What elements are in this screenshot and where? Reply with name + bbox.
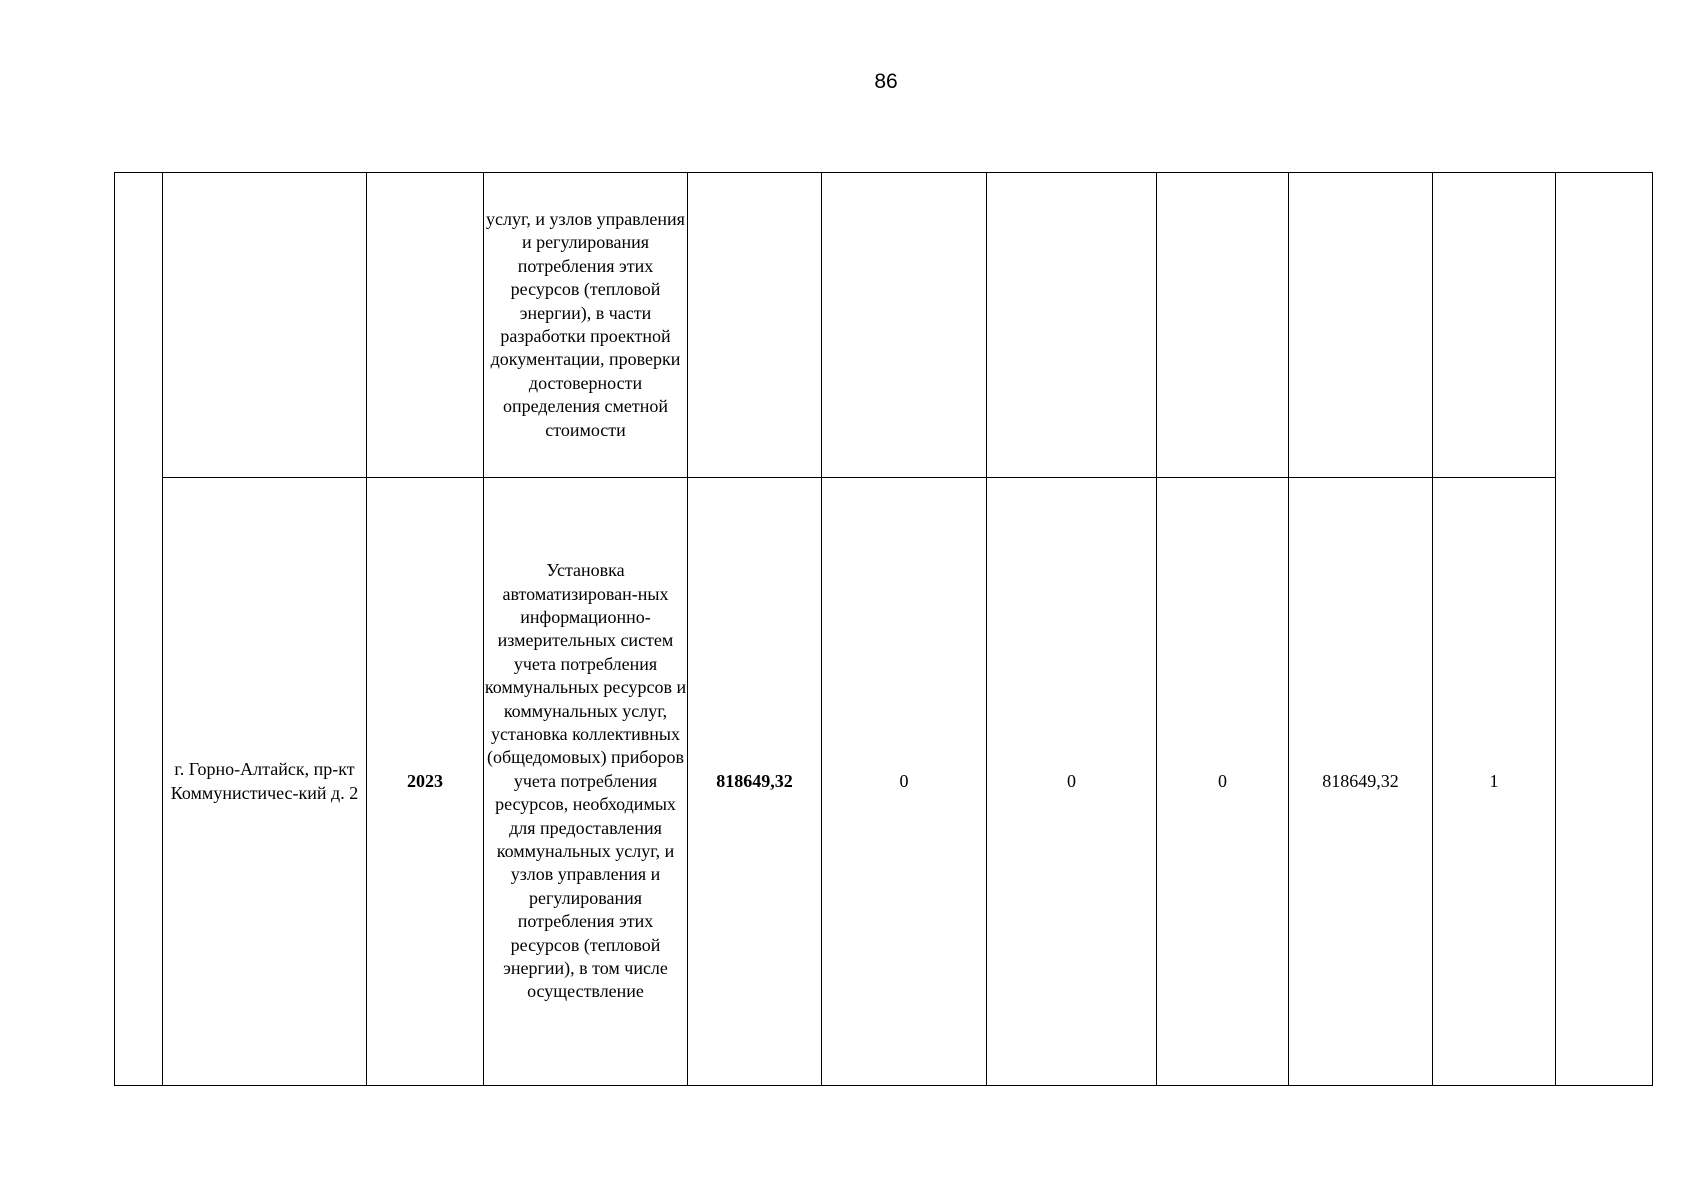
value-cell [987, 173, 1157, 478]
count-cell [1433, 173, 1556, 478]
index-cell [115, 173, 163, 1086]
value-cell: 0 [822, 478, 987, 1086]
table-row [115, 478, 1653, 1086]
value-cell [1289, 173, 1433, 478]
address-cell [163, 173, 367, 478]
data-table [114, 172, 1653, 1086]
total-cost-cell: 818649,32 [688, 478, 822, 1086]
description-cell: услуг, и узлов управления и регулирования потребления этих ресурсов (тепловой энергии), в части разработки проектной документации, проверки достоверности определения сметной стоимости [484, 173, 688, 478]
total-cost-cell [688, 173, 822, 478]
count-cell: 1 [1433, 478, 1556, 1086]
year-cell: 2023 [367, 478, 484, 1086]
year-cell [367, 173, 484, 478]
page-number: 86 [874, 70, 898, 93]
note-cell [1556, 173, 1653, 1086]
value-cell: 0 [1157, 478, 1289, 1086]
value-cell: 818649,32 [1289, 478, 1433, 1086]
value-cell [822, 173, 987, 478]
table-row [115, 173, 1653, 478]
value-cell: 0 [987, 478, 1157, 1086]
address-cell: г. Горно-Алтайск, пр-кт Коммунистичес-кий д. 2 [163, 478, 367, 1086]
value-cell [1157, 173, 1289, 478]
description-cell: Установка автоматизирован-ных информационно-измерительных систем учета потребления коммунальных ресурсов и коммунальных услуг, установка коллективных (общедомовых) приборов учета потребления ресурсов, необходимых для предоставления коммунальных услуг, и узлов управления и регулирования потребления этих ресурсов (тепловой энергии), в том числе осуществление [484, 478, 688, 1086]
